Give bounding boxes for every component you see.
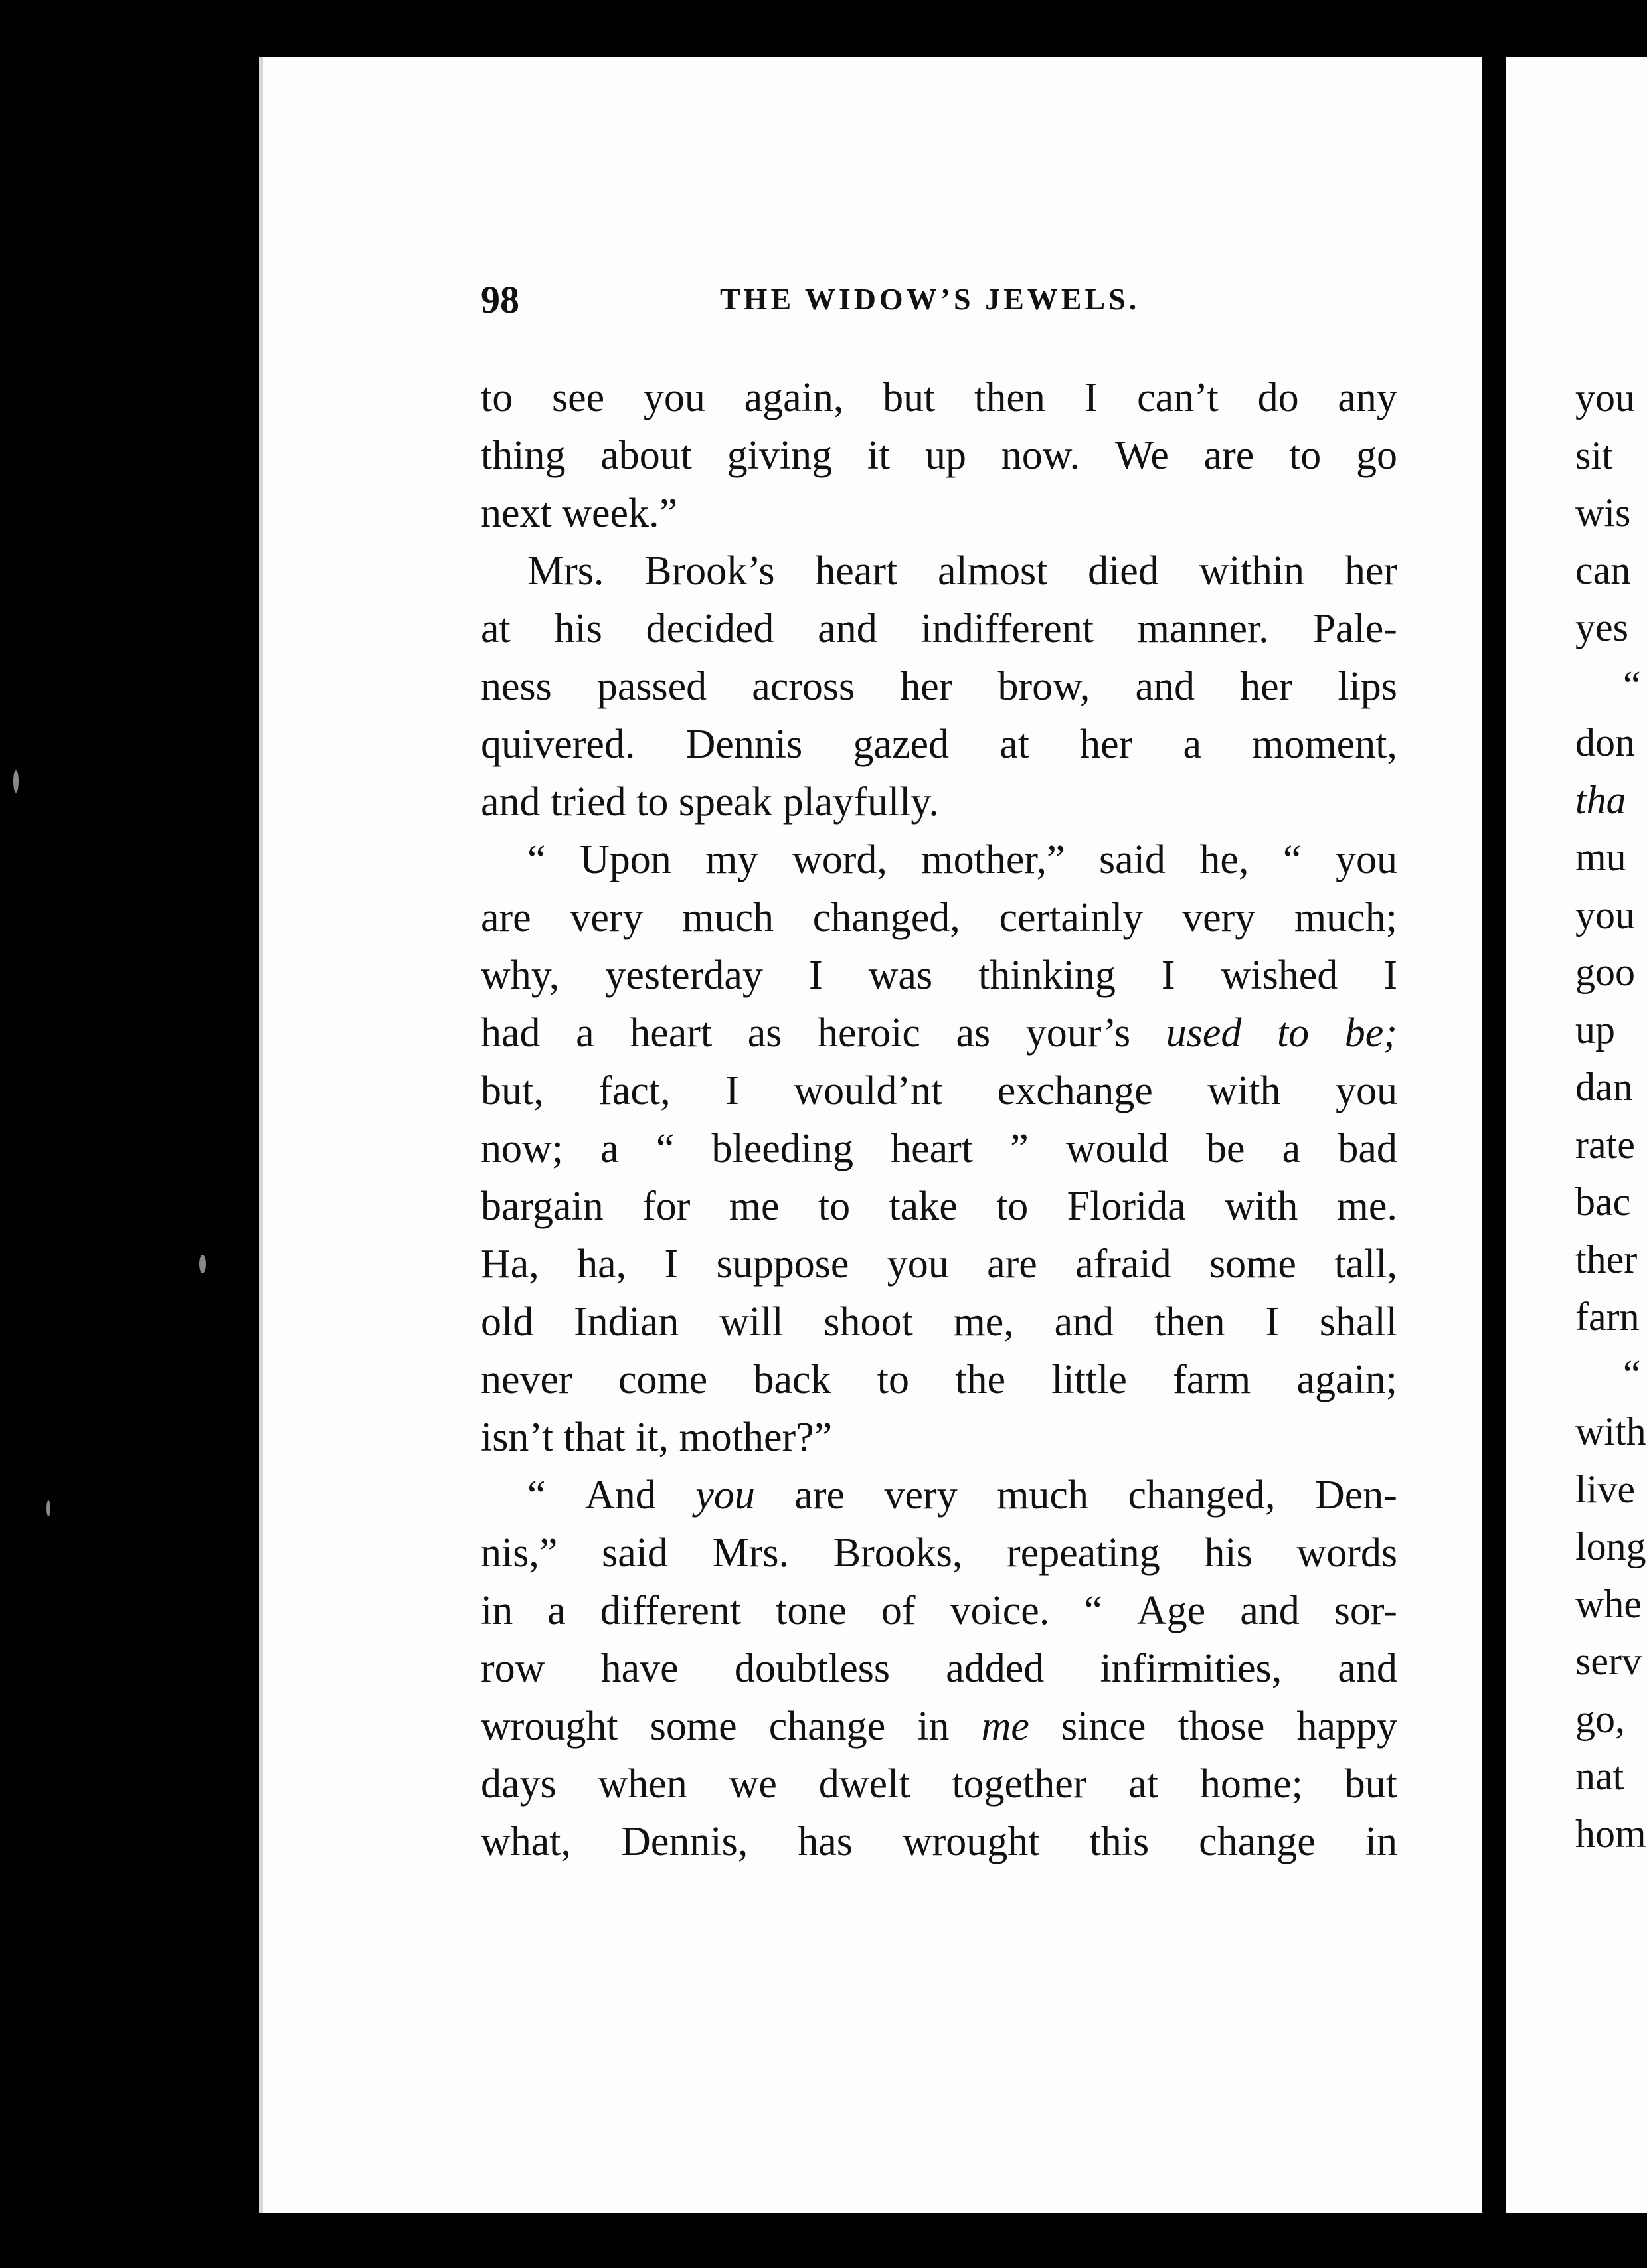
facing-page-fragment: nat	[1575, 1754, 1624, 1798]
text-line: are very much changed, certainly very much;	[481, 895, 1397, 940]
facing-page-fragment: ther	[1575, 1237, 1638, 1281]
text-line: nis,” said Mrs. Brooks, repeating his words	[481, 1530, 1397, 1576]
text-line: Mrs. Brook’s heart almost died within her	[527, 548, 1397, 594]
facing-page-fragment: sit	[1575, 433, 1613, 477]
text-line: old Indian will shoot me, and then I shall	[481, 1299, 1397, 1344]
page-number: 98	[481, 278, 519, 321]
facing-page-fragment: hom	[1575, 1811, 1646, 1856]
facing-page-fragment: up	[1575, 1007, 1615, 1052]
facing-page-fragment: wis	[1575, 491, 1631, 534]
scan-speck	[13, 770, 19, 793]
text-line: thing about giving it up now. We are to go	[481, 433, 1397, 478]
facing-page-fragment: yes	[1575, 606, 1628, 649]
facing-page-fragment: dan	[1575, 1065, 1633, 1109]
text-line: days when we dwelt together at home; but	[481, 1761, 1397, 1807]
text-line: why, yesterday I was thinking I wished I	[481, 953, 1397, 998]
text-line: in a different tone of voice. “ Age and sor-	[481, 1588, 1397, 1633]
page-header	[481, 278, 1344, 324]
facing-page-fragment: “	[1623, 663, 1641, 707]
facing-page-fragment: can	[1575, 548, 1631, 592]
text-line: Ha, ha, I suppose you are afraid some tall,	[481, 1242, 1397, 1287]
text-line: at his decided and indifferent manner. Pale-	[481, 606, 1397, 651]
text-line: had a heart as heroic as your’s used to be;	[481, 1011, 1397, 1056]
facing-page-fragment: bac	[1575, 1180, 1631, 1224]
facing-page-fragment: mu	[1575, 835, 1626, 879]
page-body-text	[481, 369, 1397, 1871]
facing-page-fragment: don	[1575, 720, 1635, 764]
text-line: isn’t that it, mother?”	[481, 1415, 833, 1460]
facing-page-fragment: live	[1575, 1467, 1635, 1511]
text-line: never come back to the little farm again;	[481, 1357, 1397, 1402]
facing-page-fragment: go,	[1575, 1696, 1625, 1741]
facing-page-fragment: tha	[1575, 777, 1626, 822]
facing-page-fragment: rate	[1575, 1122, 1635, 1167]
text-line: “ And you are very much changed, Den-	[527, 1473, 1397, 1518]
text-line: wrought some change in me since those happy	[481, 1704, 1397, 1749]
facing-page-fragment: farn	[1575, 1295, 1640, 1338]
text-line: what, Dennis, has wrought this change in	[481, 1819, 1397, 1864]
facing-page-fragment: you	[1575, 892, 1635, 937]
text-line: quivered. Dennis gazed at her a moment,	[481, 722, 1397, 767]
facing-page-fragment: with	[1575, 1410, 1646, 1453]
text-line: to see you again, but then I can’t do any	[481, 375, 1397, 420]
running-title: THE WIDOW’S JEWELS.	[720, 282, 1140, 316]
text-line: row have doubtless added infirmities, and	[481, 1646, 1397, 1691]
text-line: and tried to speak playfully.	[481, 779, 939, 825]
scan-speck	[46, 1500, 50, 1516]
text-line: now; a “ bleeding heart ” would be a bad	[481, 1126, 1397, 1171]
text-line: bargain for me to take to Florida with me.	[481, 1184, 1397, 1229]
facing-page-fragment: goo	[1575, 950, 1635, 994]
facing-page-fragment: “	[1623, 1352, 1641, 1396]
scan-speck	[199, 1255, 206, 1273]
facing-page-fragments	[1575, 369, 1647, 1862]
facing-page-fragment: whe	[1575, 1581, 1642, 1626]
text-line: but, fact, I would’nt exchange with you	[481, 1068, 1397, 1113]
facing-page-fragment: you	[1575, 376, 1635, 420]
text-line: “ Upon my word, mother,” said he, “ you	[527, 837, 1397, 882]
facing-page-fragment: serv	[1575, 1639, 1642, 1683]
text-line: next week.”	[481, 491, 678, 536]
text-line: ness passed across her brow, and her lips	[481, 664, 1397, 709]
facing-page-fragment: long	[1575, 1524, 1646, 1568]
